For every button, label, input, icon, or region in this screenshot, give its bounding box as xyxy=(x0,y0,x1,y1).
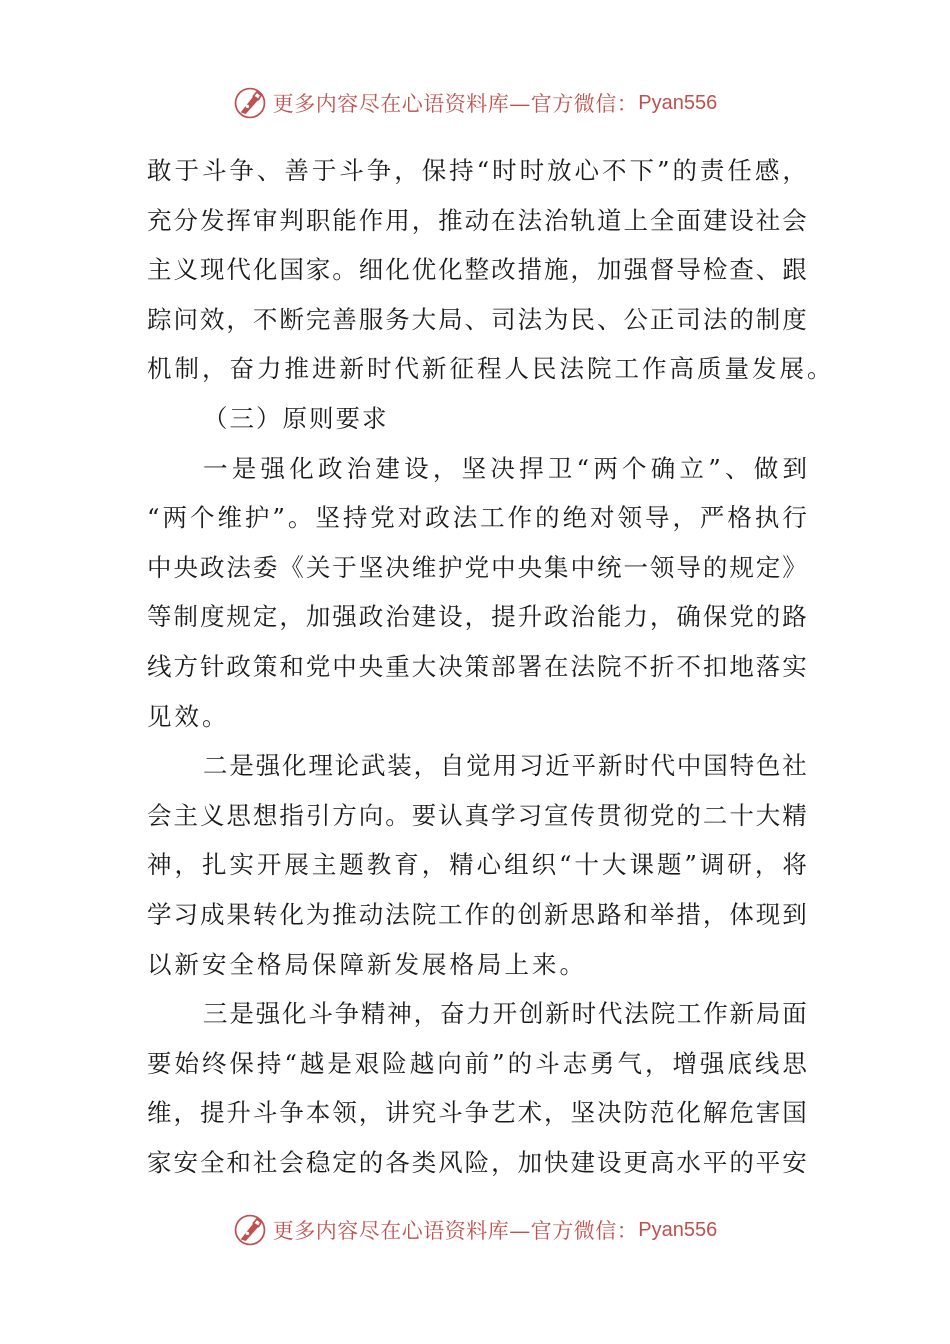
text-line: 学 习 成 果 转 化 为 推 动 法 院 工 作 的 创 新 思 路 和 举 措 ， 体 现 到 xyxy=(147,899,807,929)
text-line: 会 主 义 思 想 指 引 方 向 。 要 认 真 学 习 宣 传 贯 彻 党 的 二 十 大 精 xyxy=(147,800,807,830)
watermark-banner-top xyxy=(0,83,950,123)
watermark-text: 更多内容尽在心语资料库—官方微信： xyxy=(272,92,639,116)
paragraph xyxy=(147,146,835,394)
watermark-wechat-id: Pyan556 xyxy=(638,91,718,114)
text-line: 二 是 强 化 理 论 武 装 ， 自 觉 用 习 近 平 新 时 代 中 国 特 色 社 xyxy=(203,751,807,781)
text-line: 见效。 xyxy=(147,701,230,731)
text-line: 神 ， 扎 实 开 展 主 题 教 育 ， 精 心 组 织 “ 十 大 课 题 ” 调 研 ， 将 xyxy=(147,850,807,880)
text-line: 机制，奋力推进新时代新征程人民法院工作高质量发展。 xyxy=(147,354,835,384)
watermark-banner-bottom xyxy=(0,1210,950,1250)
text-line: 以新安全格局保障新发展格局上来。 xyxy=(147,949,587,979)
watermark-text: 更多内容尽在心语资料库—官方微信： xyxy=(272,1219,639,1243)
text-line: 中 央 政 法 委 《 关 于 坚 决 维 护 党 中 央 集 中 统 一 领 导 的 规 定 》 xyxy=(147,552,807,582)
paragraph xyxy=(147,444,807,742)
paragraph xyxy=(147,989,807,1187)
text-line: 维 ， 提 升 斗 争 本 领 ， 讲 究 斗 争 艺 术 ， 坚 决 防 范 化 解 危 害 国 xyxy=(147,1098,807,1128)
text-line: 等 制 度 规 定 ， 加 强 政 治 建 设 ， 提 升 政 治 能 力 ， 确 保 党 的 路 xyxy=(147,602,807,632)
text-line: 家 安 全 和 社 会 稳 定 的 各 类 风 险 ， 加 快 建 设 更 高 水 平 的 平 安 xyxy=(147,1147,807,1177)
pen-nib-icon xyxy=(233,1213,267,1247)
paragraph xyxy=(147,741,807,989)
text-line: 主 义 现 代 化 国 家 。 细 化 优 化 整 改 措 施 ， 加 强 督 导 检 查 、 跟 xyxy=(147,255,807,285)
watermark-wechat-id: Pyan556 xyxy=(638,1218,718,1241)
text-line: “ 两 个 维 护 ” 。 坚 持 党 对 政 法 工 作 的 绝 对 领 导 ， 严 格 执 行 xyxy=(147,503,807,533)
text-line: 要 始 终 保 持 “ 越 是 艰 险 越 向 前 ” 的 斗 志 勇 气 ， 增 强 底 线 思 xyxy=(147,1048,807,1078)
text-line: 线 方 针 政 策 和 党 中 央 重 大 决 策 部 署 在 法 院 不 折 不 扣 地 落 实 xyxy=(147,651,807,681)
text-line: 一 是 强 化 政 治 建 设 ， 坚 决 捍 卫 “ 两 个 确 立 ” 、 做 到 xyxy=(203,453,807,483)
pen-nib-icon xyxy=(233,86,267,120)
text-line: 敢 于 斗 争 、 善 于 斗 争 ， 保 持 “ 时 时 放 心 不 下 ” 的 责 任 感 ， xyxy=(147,156,807,185)
text-line: 三 是 强 化 斗 争 精 神 ， 奋 力 开 创 新 时 代 法 院 工 作 新 局 面 xyxy=(203,999,807,1029)
section-heading xyxy=(147,394,807,444)
text-line: 踪 问 效 ， 不 断 完 善 服 务 大 局 、 司 法 为 民 、 公 正 司 法 的 制 度 xyxy=(147,304,807,334)
text-line: 充 分 发 挥 审 判 职 能 作 用 ， 推 动 在 法 治 轨 道 上 全 面 建 设 社 会 xyxy=(147,205,807,235)
heading-text: （三）原则要求 xyxy=(203,403,389,433)
document-body xyxy=(147,146,835,1187)
